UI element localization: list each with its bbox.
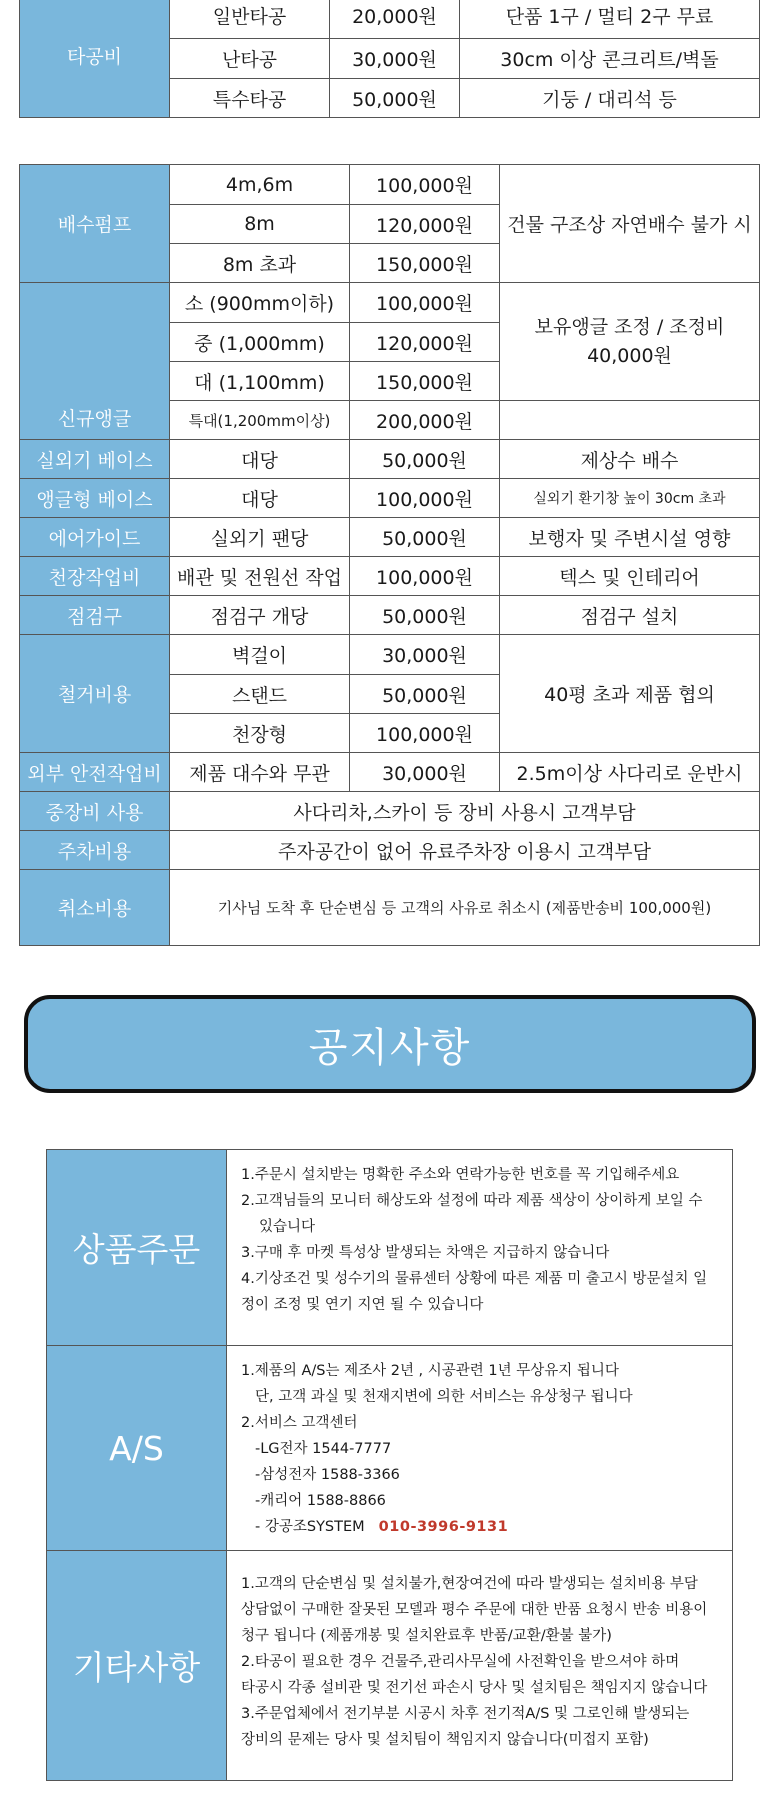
- item-cell: 특수타공: [170, 79, 330, 118]
- note-cell: 점검구 설치: [500, 596, 760, 635]
- price-cell: 50,000원: [350, 440, 500, 479]
- notice-line: 청구 됩니다 (제품개봉 및 설치완료후 반품/교환/환불 불가): [241, 1628, 612, 1644]
- notice-order-items: [227, 1150, 733, 1346]
- item-cell: 일반타공: [170, 0, 330, 39]
- price-cell: 100,000원: [350, 714, 500, 753]
- price-cell: 50,000원: [350, 518, 500, 557]
- category-ceiling-work: 천장작업비: [20, 557, 170, 596]
- notice-line: 3.주문업체에서 전기부분 시공시 차후 전기적A/S 및 그로인해 발생되는: [241, 1706, 690, 1722]
- notice-header: [24, 995, 756, 1093]
- note-cell: 보행자 및 주변시설 영향: [500, 518, 760, 557]
- notice-line: 타공시 각종 설비관 및 전기선 파손시 당사 및 설치팀은 책임지지 않습니다: [241, 1680, 708, 1696]
- item-cell: 배관 및 전원선 작업: [170, 557, 350, 596]
- price-cell: 50,000원: [350, 596, 500, 635]
- notice-line: 정이 조정 및 연기 지연 될 수 있습니다: [241, 1297, 484, 1313]
- notice-table: [46, 1149, 733, 1781]
- notice-line: 2.고객님들의 모니터 해상도와 설정에 따라 제품 색상이 상이하게 보일 수: [241, 1193, 703, 1209]
- item-cell: 중 (1,000mm): [170, 323, 350, 362]
- notice-line: 단, 고객 과실 및 천재지변에 의한 서비스는 유상청구 됩니다: [255, 1389, 633, 1405]
- category-etc: 기타사항: [47, 1551, 227, 1781]
- item-cell: 난타공: [170, 39, 330, 79]
- note-cell: 건물 구조상 자연배수 불가 시: [500, 165, 760, 283]
- category-outside-safety: 외부 안전작업비: [20, 753, 170, 792]
- notice-line: 장비의 문제는 당사 및 설치팀이 책임지지 않습니다(미접지 포함): [241, 1732, 649, 1748]
- price-cell: 30,000원: [330, 39, 460, 79]
- notice-line: 2.서비스 고객센터: [241, 1415, 358, 1431]
- category-angle-base: 앵글형 베이스: [20, 479, 170, 518]
- item-cell: 소 (900mm이하): [170, 283, 350, 323]
- additional-fee-table: [19, 164, 760, 946]
- note-cell: 제상수 배수: [500, 440, 760, 479]
- note-cell: 2.5m이상 사다리로 운반시: [500, 753, 760, 792]
- category-parking: 주차비용: [20, 831, 170, 870]
- category-air-guide: 에어가이드: [20, 518, 170, 557]
- item-cell: 대 (1,100mm): [170, 362, 350, 401]
- note-cell: 기둥 / 대리석 등: [460, 79, 760, 118]
- notice-line: 3.구매 후 마켓 특성상 발생되는 차액은 지급하지 않습니다: [241, 1245, 610, 1261]
- notice-title: 공지사항: [308, 1024, 472, 1071]
- note-cell: 사다리차,스카이 등 장비 사용시 고객부담: [170, 792, 760, 831]
- notice-line: -삼성전자 1588-3366: [255, 1467, 400, 1483]
- item-cell: 벽걸이: [170, 635, 350, 675]
- item-cell: 8m: [170, 205, 350, 244]
- notice-line: 1.고객의 단순변심 및 설치불가,현장여건에 따라 발생되는 설치비용 부담: [241, 1576, 698, 1592]
- item-cell: 스탠드: [170, 675, 350, 714]
- note-line: 보유앵글 조정 / 조정비: [534, 316, 725, 338]
- category-heavy-equipment: 중장비 사용: [20, 792, 170, 831]
- notice-line: 상담없이 구매한 잘못된 모델과 평수 주문에 대한 반품 요청시 반송 비용이: [241, 1602, 708, 1618]
- note-cell-empty: [500, 401, 760, 440]
- note-cell: 30cm 이상 콘크리트/벽돌: [460, 39, 760, 79]
- price-cell: 50,000원: [350, 675, 500, 714]
- notice-line: 1.주문시 설치받는 명확한 주소와 연락가능한 번호를 꼭 기입해주세요: [241, 1167, 680, 1183]
- item-cell: 천장형: [170, 714, 350, 753]
- notice-line: -캐리어 1588-8866: [255, 1493, 386, 1509]
- category-as: A/S: [47, 1346, 227, 1551]
- item-cell: 대당: [170, 440, 350, 479]
- price-cell: 100,000원: [350, 283, 500, 323]
- as-company-label: - 강공조SYSTEM: [255, 1519, 365, 1535]
- note-line: 40,000원: [587, 344, 672, 367]
- notice-line: -LG전자 1544-7777: [255, 1441, 392, 1457]
- item-cell: 특대(1,200mm이상): [170, 401, 350, 440]
- notice-line: [241, 1514, 722, 1540]
- notice-line: 4.기상조건 및 성수기의 물류센터 상황에 따른 제품 미 출고시 방문설치 일: [241, 1271, 708, 1287]
- phone-number[interactable]: 010-3996-9131: [378, 1519, 509, 1535]
- price-cell: 120,000원: [350, 205, 500, 244]
- note-cell: 단품 1구 / 멀티 2구 무료: [460, 0, 760, 39]
- notice-etc-items: [227, 1551, 733, 1781]
- note-cell: 실외기 환기창 높이 30cm 초과: [500, 479, 760, 518]
- note-cell: 텍스 및 인테리어: [500, 557, 760, 596]
- drilling-fee-table: [19, 0, 760, 118]
- notice-line: 있습니다: [259, 1219, 316, 1235]
- price-cell: 30,000원: [350, 753, 500, 792]
- price-cell: 100,000원: [350, 165, 500, 205]
- price-cell: 200,000원: [350, 401, 500, 440]
- notice-as-items: [227, 1346, 733, 1551]
- category-removal: 철거비용: [20, 635, 170, 753]
- item-cell: 점검구 개당: [170, 596, 350, 635]
- item-cell: 실외기 팬당: [170, 518, 350, 557]
- category-inspection: 점검구: [20, 596, 170, 635]
- category-cancel: 취소비용: [20, 870, 170, 946]
- price-cell: 100,000원: [350, 479, 500, 518]
- notice-line: 2.타공이 필요한 경우 건물주,관리사무실에 사전확인을 받으셔야 하며: [241, 1654, 680, 1670]
- price-cell: 30,000원: [350, 635, 500, 675]
- category-order: 상품주문: [47, 1150, 227, 1346]
- category-drilling: 타공비: [20, 0, 170, 118]
- item-cell: 제품 대수와 무관: [170, 753, 350, 792]
- note-cell: [500, 283, 760, 401]
- item-cell: 4m,6m: [170, 165, 350, 205]
- note-cell: 40평 초과 제품 협의: [500, 635, 760, 753]
- price-cell: 150,000원: [350, 362, 500, 401]
- note-cell: 기사님 도착 후 단순변심 등 고객의 사유로 취소시 (제품반송비 100,000원): [170, 870, 760, 946]
- price-cell: 150,000원: [350, 244, 500, 283]
- price-cell: 120,000원: [350, 323, 500, 362]
- price-cell: 100,000원: [350, 557, 500, 596]
- note-cell: 주자공간이 없어 유료주차장 이용시 고객부담: [170, 831, 760, 870]
- item-cell: 8m 초과: [170, 244, 350, 283]
- category-drain-pump: 배수펌프: [20, 165, 170, 283]
- price-cell: 20,000원: [330, 0, 460, 39]
- category-outdoor-base: 실외기 베이스: [20, 440, 170, 479]
- category-new-angle: 신규앵글: [20, 283, 170, 440]
- notice-line: 1.제품의 A/S는 제조사 2년 , 시공관련 1년 무상유지 됩니다: [241, 1363, 619, 1379]
- price-cell: 50,000원: [330, 79, 460, 118]
- item-cell: 대당: [170, 479, 350, 518]
